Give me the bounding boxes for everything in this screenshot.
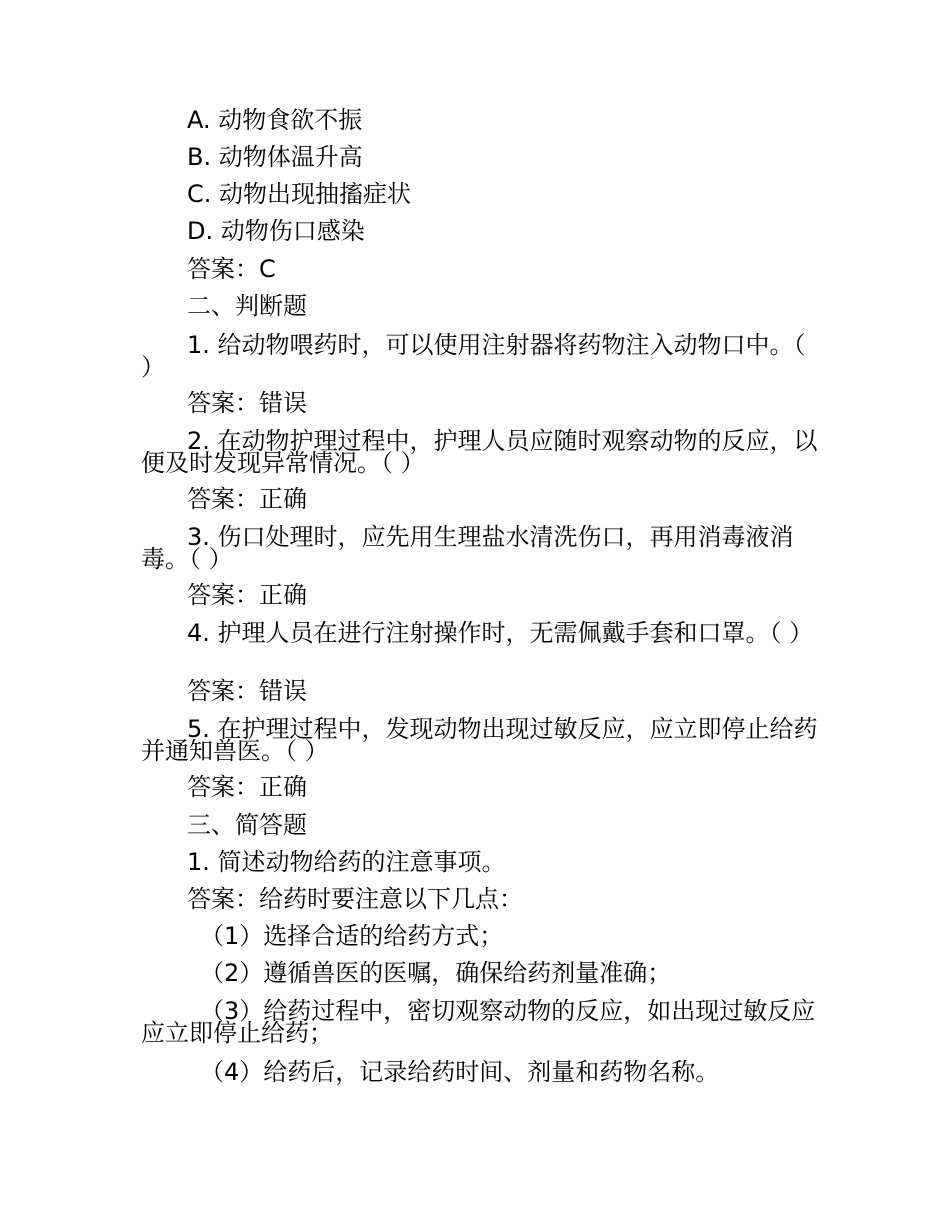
mc-answer: 答案：C — [187, 255, 276, 283]
tf-answer-3: 答案：正确 — [187, 581, 307, 609]
sa-question-1: 1. 简述动物给药的注意事项。 — [187, 848, 506, 876]
sa-point-4: （4）给药后，记录给药时间、剂量和药物名称。 — [200, 1058, 720, 1086]
tf-question-4: 4. 护理人员在进行注射操作时，无需佩戴手套和口罩。（ ） — [187, 619, 814, 647]
sa-point-1: （1）选择合适的给药方式； — [200, 922, 504, 950]
option-c: C. 动物出现抽搐症状 — [187, 180, 412, 208]
option-a: A. 动物食欲不振 — [187, 106, 363, 134]
option-b: B. 动物体温升高 — [187, 143, 363, 171]
tf-question-1: 1. 给动物喂药时，可以使用注射器将药物注入动物口中。（ ） — [141, 331, 806, 381]
tf-question-2: 2. 在动物护理过程中，护理人员应随时观察动物的反应，以便及时发现异常情况。（ ） — [141, 427, 818, 477]
sa-point-2: （2）遵循兽医的医嘱，确保给药剂量准确； — [200, 959, 672, 987]
tf-answer-1: 答案：错误 — [187, 389, 307, 417]
tf-answer-5: 答案：正确 — [187, 773, 307, 801]
option-d: D. 动物伤口感染 — [187, 217, 365, 245]
sa-point-3: （3）给药过程中，密切观察动物的反应，如出现过敏反应应立即停止给药； — [141, 997, 816, 1047]
section-title-short-answer: 三、简答题 — [187, 811, 307, 839]
tf-answer-4: 答案：错误 — [187, 677, 307, 705]
tf-question-5: 5. 在护理过程中，发现动物出现过敏反应，应立即停止给药并通知兽医。（ ） — [141, 715, 818, 765]
tf-question-3: 3. 伤口处理时，应先用生理盐水清洗伤口，再用消毒液消毒。（ ） — [141, 523, 794, 573]
tf-answer-2: 答案：正确 — [187, 485, 307, 513]
section-title-judgment: 二、判断题 — [187, 292, 307, 320]
sa-answer-intro: 答案：给药时要注意以下几点： — [187, 885, 523, 913]
